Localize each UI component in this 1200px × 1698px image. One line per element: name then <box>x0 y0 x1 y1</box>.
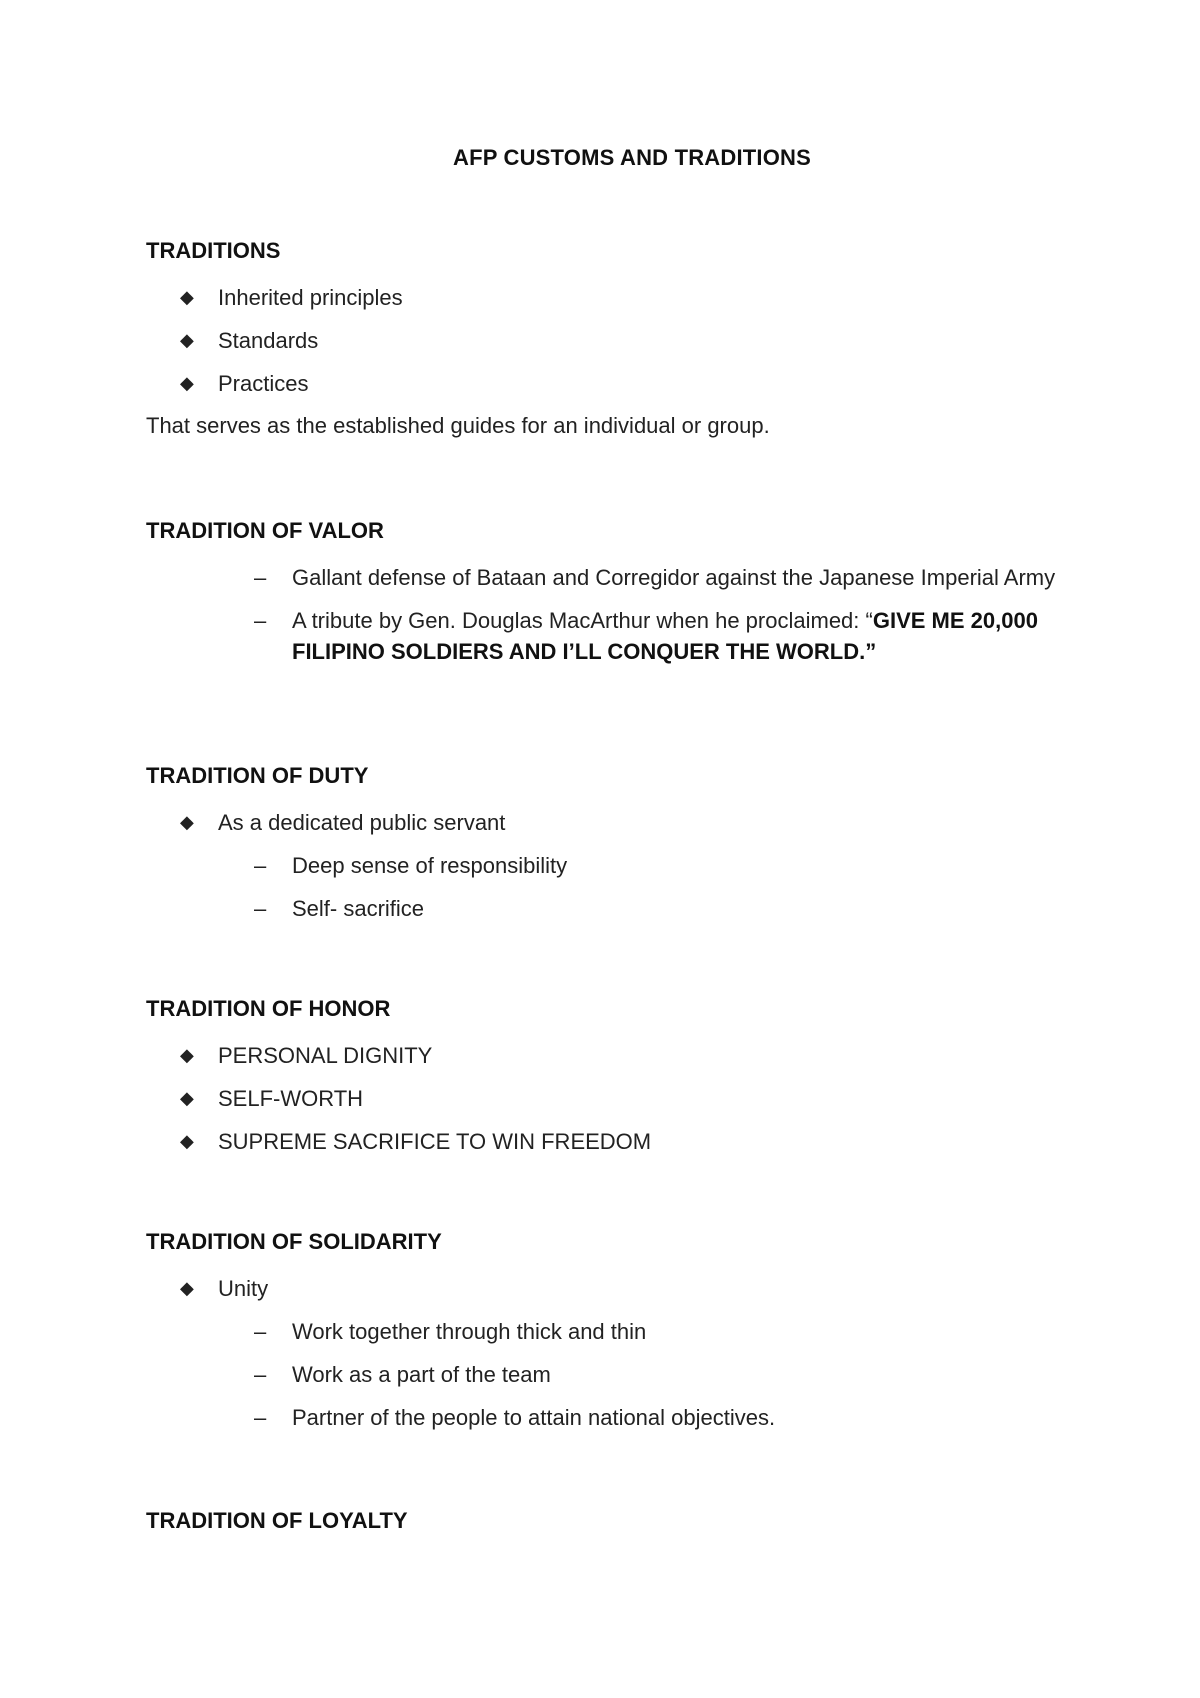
list-item <box>146 605 1086 667</box>
list-item-text: Unity <box>218 1276 269 1301</box>
diamond-bullet-icon: ◆ <box>180 330 194 350</box>
diamond-bullet-icon: ◆ <box>180 1045 194 1065</box>
section-duty <box>146 761 1086 924</box>
dash-bullet-icon: – <box>254 896 267 921</box>
section-heading: TRADITION OF LOYALTY <box>146 1508 408 1533</box>
section-loyalty <box>146 1506 1086 1536</box>
diamond-bullet-icon: ◆ <box>180 812 194 832</box>
section-heading: TRADITION OF HONOR <box>146 996 391 1021</box>
diamond-bullet-icon: ◆ <box>180 287 194 307</box>
list-item-text: Practices <box>218 371 309 396</box>
list-item <box>146 325 1086 356</box>
list-item-text: Work as a part of the team <box>292 1362 551 1387</box>
dash-bullet-icon: – <box>254 565 267 590</box>
section-heading: TRADITIONS <box>146 238 281 263</box>
dash-bullet-icon: – <box>254 608 267 633</box>
tribute-prefix: A tribute by Gen. Douglas MacArthur when he proclaimed: “ <box>292 608 873 633</box>
section-solidarity <box>146 1227 1086 1433</box>
section-traditions <box>146 236 1086 441</box>
list-subitem <box>146 1359 1086 1390</box>
dash-bullet-icon: – <box>254 1319 267 1344</box>
diamond-bullet-icon: ◆ <box>180 1131 194 1151</box>
list-item-text: As a dedicated public servant <box>218 810 506 835</box>
diamond-bullet-icon: ◆ <box>180 1088 194 1108</box>
section-honor <box>146 994 1086 1157</box>
tribute-quote: GIVE ME 20,000 FILIPINO SOLDIERS AND I’LL CONQUER THE WORLD.” <box>292 608 1038 664</box>
list-item <box>146 368 1086 399</box>
list-item <box>146 1083 1086 1114</box>
list-item-text: SELF-WORTH <box>218 1086 364 1111</box>
list-item-text: Work together through thick and thin <box>292 1319 647 1344</box>
diamond-bullet-icon: ◆ <box>180 373 194 393</box>
traditions-closing-text: That serves as the established guides for an individual or group. <box>146 413 770 438</box>
list-item-text: Gallant defense of Bataan and Corregidor against the Japanese Imperial Army <box>292 565 1056 590</box>
list-item-text: Standards <box>218 328 319 353</box>
list-subitem <box>146 1402 1086 1433</box>
section-heading: TRADITION OF DUTY <box>146 763 369 788</box>
dash-bullet-icon: – <box>254 853 267 878</box>
list-item <box>146 1273 1086 1304</box>
diamond-bullet-icon: ◆ <box>180 1278 194 1298</box>
section-heading: TRADITION OF SOLIDARITY <box>146 1229 442 1254</box>
list-item-text: Inherited principles <box>218 285 403 310</box>
list-subitem <box>146 1316 1086 1347</box>
list-item-text: SUPREME SACRIFICE TO WIN FREEDOM <box>218 1129 652 1154</box>
list-item <box>146 282 1086 313</box>
list-item <box>146 807 1086 838</box>
list-subitem <box>146 893 1086 924</box>
section-heading: TRADITION OF VALOR <box>146 518 384 543</box>
list-item-text: PERSONAL DIGNITY <box>218 1043 433 1068</box>
dash-bullet-icon: – <box>254 1362 267 1387</box>
document-title: AFP CUSTOMS AND TRADITIONS <box>452 145 812 170</box>
dash-bullet-icon: – <box>254 1405 267 1430</box>
list-item <box>146 1040 1086 1071</box>
list-item-text: Deep sense of responsibility <box>292 853 568 878</box>
list-item <box>146 562 1086 593</box>
list-subitem <box>146 850 1086 881</box>
list-item <box>146 1126 1086 1157</box>
list-item-text: Partner of the people to attain national objectives. <box>292 1405 776 1430</box>
list-item-text: Self- sacrifice <box>292 896 425 921</box>
macarthur-tribute <box>292 605 1086 667</box>
section-valor <box>146 516 1086 667</box>
